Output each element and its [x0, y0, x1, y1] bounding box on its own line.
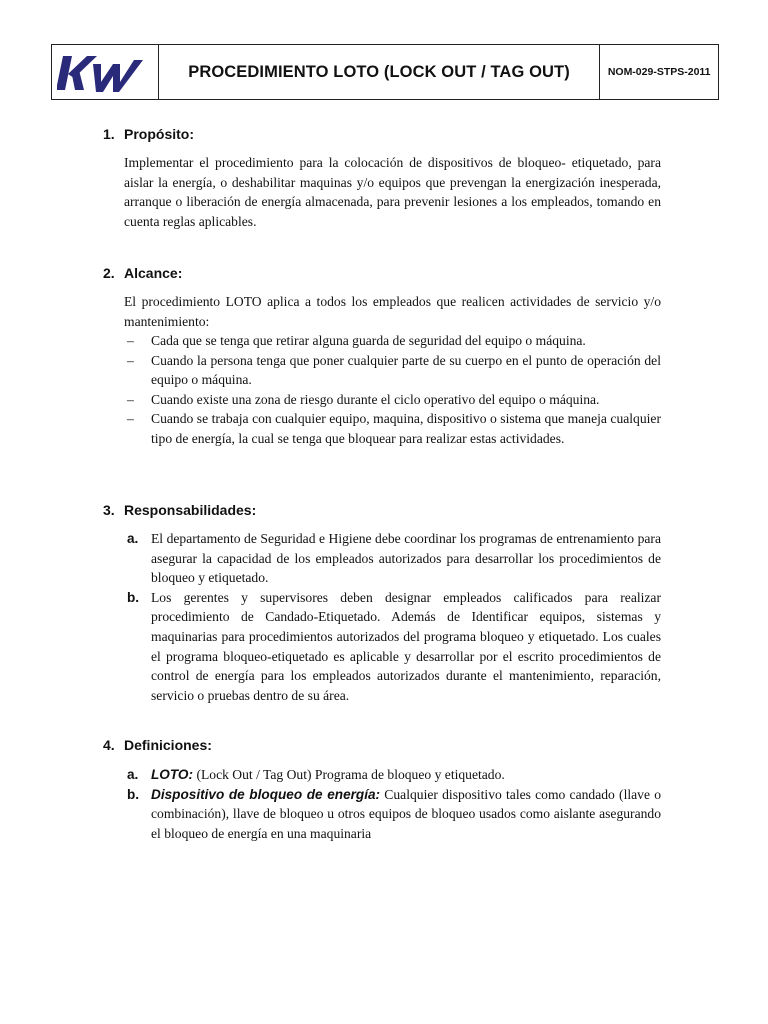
definiciones-list	[124, 765, 661, 843]
list-item-text: Los gerentes y supervisores deben designar empleados calificados para realizar procedimiento de Candado-Etiquetado. Además de Identificar equipos, sistemas y maquinarias para procedimientos autorizados del programa bloqueo y etiquetado. Los cuales el programa bloqueo-etiquetado es aplicable y desarrollar por el escrito procedimientos de control de energía para los empleados autorizados durante el mantenimiento, reparación, servicio o pruebas dentro de su área.	[151, 589, 661, 703]
list-item	[124, 390, 661, 410]
section-title: Propósito:	[124, 126, 194, 142]
list-item	[124, 331, 661, 351]
section-title: Responsabilidades:	[124, 502, 257, 518]
item-letter: b.	[127, 589, 140, 605]
logo-cell	[52, 45, 159, 99]
list-item	[124, 785, 661, 844]
document-title: PROCEDIMIENTO LOTO (LOCK OUT / TAG OUT)	[159, 45, 601, 99]
list-item	[124, 409, 661, 448]
document-header	[51, 44, 719, 100]
company-logo	[57, 50, 153, 94]
definition-text: Cualquier dispositivo tales como candado (llave o combinación), llave de bloqueo u otros equipos de bloqueo usados como aislante asegurando el bloqueo de energía en una maquinaria	[151, 786, 661, 841]
list-item-text: Cuando la persona tenga que poner cualquier parte de su cuerpo en el punto de operación del equipo o máquina.	[151, 352, 661, 388]
definition-text: (Lock Out / Tag Out) Programa de bloqueo y etiquetado.	[193, 767, 505, 782]
alcance-intro: El procedimiento LOTO aplica a todos los empleados que realicen actividades de servicio y/o mantenimiento:	[124, 294, 661, 329]
proposito-text: Implementar el procedimiento para la colocación de dispositivos de bloqueo- etiquetado, para aislar la energía, o deshabilitar maquinas y/o equipos que prevengan la energización inesperada, arranque o liberación de energía almacenada, para prevenir lesiones a los empleados, tomando en cuenta reglas aplicables.	[124, 155, 661, 229]
section-title: Definiciones:	[124, 737, 212, 753]
item-letter: b.	[127, 786, 140, 802]
list-item-text: Cuando se trabaja con cualquier equipo, maquina, dispositivo o sistema que maneja cualquier tipo de energía, la cual se tenga que bloquear para realizar estas actividades.	[151, 411, 661, 446]
list-item-text: Cuando existe una zona de riesgo durante el ciclo operativo del equipo o máquina.	[151, 391, 600, 407]
section-heading-responsabilidades	[103, 502, 256, 518]
dash-bullet: –	[127, 391, 134, 407]
list-item-text: Cada que se tenga que retirar alguna guarda de seguridad del equipo o máquina.	[151, 333, 586, 348]
section-number: 3.	[103, 502, 115, 518]
dash-bullet: –	[127, 352, 134, 368]
dash-bullet: –	[127, 333, 134, 348]
section-title: Alcance:	[124, 265, 183, 281]
dash-bullet: –	[127, 411, 134, 427]
responsabilidades-list	[124, 529, 661, 705]
list-item	[124, 765, 661, 785]
list-item	[124, 351, 661, 390]
section-number: 1.	[103, 126, 115, 142]
section-number: 2.	[103, 265, 115, 281]
alcance-list	[124, 331, 661, 449]
item-letter: a.	[127, 767, 139, 782]
section-number: 4.	[103, 737, 115, 753]
logo-text: KW	[56, 50, 59, 51]
section-heading-definiciones	[103, 737, 212, 753]
definition-term: LOTO:	[151, 767, 194, 782]
list-item	[124, 588, 661, 706]
definition-term: Dispositivo de bloqueo de energía:	[151, 786, 381, 802]
section-heading-alcance	[103, 265, 182, 281]
section-heading-proposito	[103, 126, 194, 142]
document-code: NOM-029-STPS-2011	[607, 66, 711, 78]
list-item-text: El departamento de Seguridad e Higiene debe coordinar los programas de entrenamiento para asegurar la capacidad de los empleados autorizados para desarrollar los procedimientos de bloqueo y etiquetado.	[151, 531, 661, 586]
list-item	[124, 529, 661, 588]
item-letter: a.	[127, 531, 139, 546]
